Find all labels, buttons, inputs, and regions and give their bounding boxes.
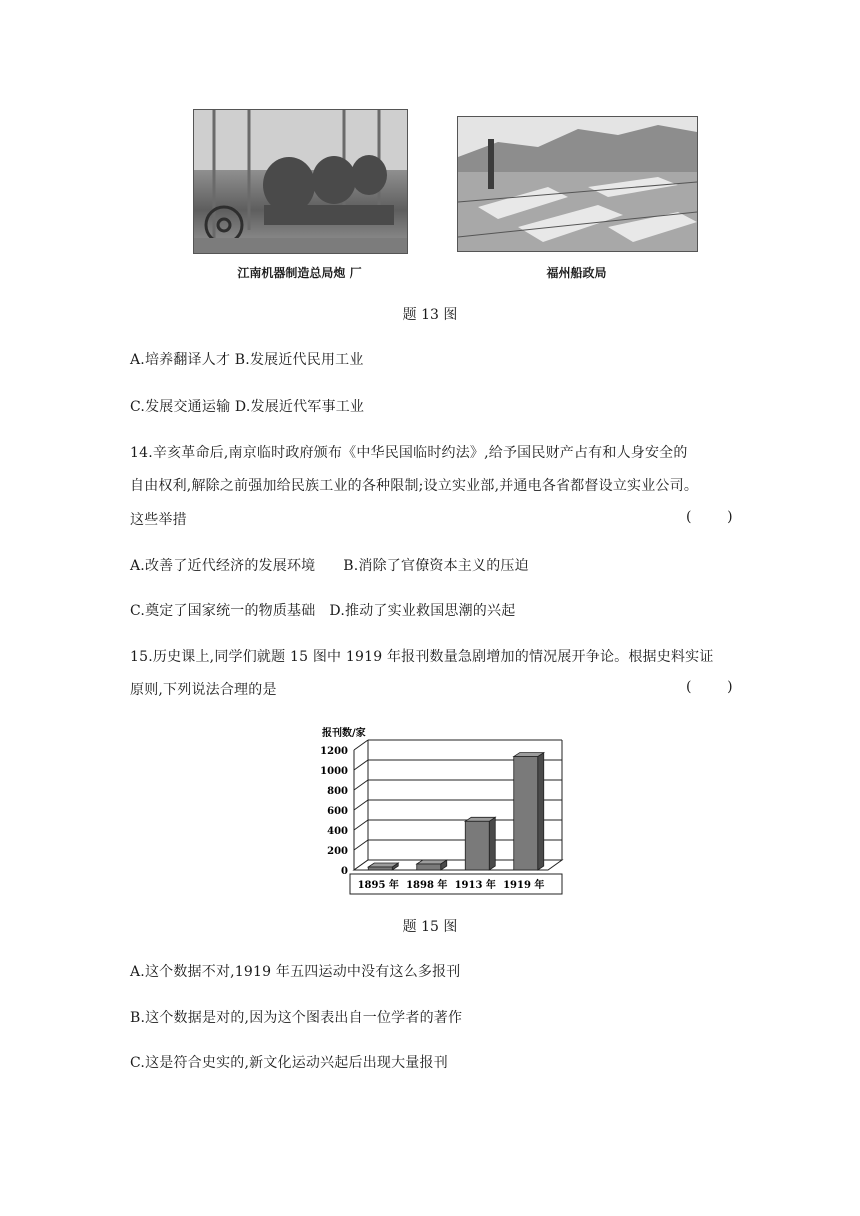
chart-grid-side [354, 780, 368, 790]
chart-ytick-label: 800 [327, 786, 348, 797]
figure-15-caption: 题 15 图 [402, 919, 458, 935]
q14-stem-line-3: 这些举措 [130, 512, 187, 528]
chart-ylabel: 报刊数/家 [322, 728, 366, 739]
q14-stem-line-1: 14.辛亥革命后,南京临时政府颁布《中华民国临时约法》,给予国民财产占有和人身安全的 [130, 445, 688, 461]
chart-bar [514, 757, 538, 870]
q15-answer-blank: ( ) [686, 679, 733, 695]
chart-xtick-label: 1895 年 [357, 880, 399, 891]
q14-options-cd: C.奠定了国家统一的物质基础 D.推动了实业救国思潮的兴起 [130, 603, 516, 619]
chart-bar-top [368, 863, 398, 867]
chart-ytick-label: 200 [327, 846, 348, 857]
q14-answer-blank: ( ) [686, 509, 733, 525]
newspaper-count-chart [316, 722, 580, 897]
photo-jiangnan-arsenal-illustration [194, 110, 407, 253]
chart-bar-top [465, 817, 495, 821]
chart-xtick-label: 1898 年 [406, 880, 448, 891]
chart-bar-top [417, 860, 447, 864]
chart-ytick-label: 400 [327, 826, 348, 837]
chart-grid-side [354, 740, 368, 750]
chart-grid-side [354, 840, 368, 850]
q13-options-cd: C.发展交通运输 D.发展近代军事工业 [130, 399, 365, 415]
photo-fuzhou-navy-yard-illustration [458, 117, 697, 251]
q15-option-a: A.这个数据不对,1919 年五四运动中没有这么多报刊 [130, 964, 461, 980]
chart-bar [465, 821, 489, 870]
chart-bar [368, 867, 392, 870]
figure-13-caption: 题 13 图 [402, 307, 458, 323]
photo-right-caption: 福州船政局 [546, 266, 607, 280]
chart-grid-side [354, 800, 368, 810]
q15-stem-line-1: 15.历史课上,同学们就题 15 图中 1919 年报刊数量急剧增加的情况展开争论。根据史料实证 [130, 649, 714, 665]
q15-option-b: B.这个数据是对的,因为这个图表出自一位学者的著作 [130, 1010, 463, 1026]
q13-options-ab: A.培养翻译人才 B.发展近代民用工业 [130, 352, 364, 368]
chart-ytick-label: 1000 [320, 766, 348, 777]
chart-grid-side [354, 760, 368, 770]
q14-stem-line-2: 自由权利,解除之前强加给民族工业的各种限制;设立实业部,并通电各省都督设立实业公司。 [130, 478, 699, 494]
chart-ytick-label: 1200 [320, 746, 348, 757]
chart-bar-side [489, 817, 495, 870]
chart-ytick-label: 0 [341, 866, 348, 877]
chart-grid-side [354, 820, 368, 830]
chart-xtick-label: 1919 年 [503, 880, 545, 891]
photo-fuzhou-navy-yard [457, 116, 698, 252]
photo-jiangnan-arsenal [193, 109, 408, 254]
chart-bar-top [514, 753, 544, 757]
q15-option-c: C.这是符合史实的,新文化运动兴起后出现大量报刊 [130, 1055, 448, 1071]
chart-xtick-label: 1913 年 [454, 880, 496, 891]
q15-stem-line-2: 原则,下列说法合理的是 [130, 682, 277, 698]
chart-ytick-label: 600 [327, 806, 348, 817]
chart-bar [417, 864, 441, 870]
photo-left-caption: 江南机器制造总局炮 厂 [237, 266, 362, 280]
chart-bar-side [538, 753, 544, 870]
chart-svg [316, 722, 580, 897]
q14-options-ab: A.改善了近代经济的发展环境 B.消除了官僚资本主义的压迫 [130, 558, 529, 574]
